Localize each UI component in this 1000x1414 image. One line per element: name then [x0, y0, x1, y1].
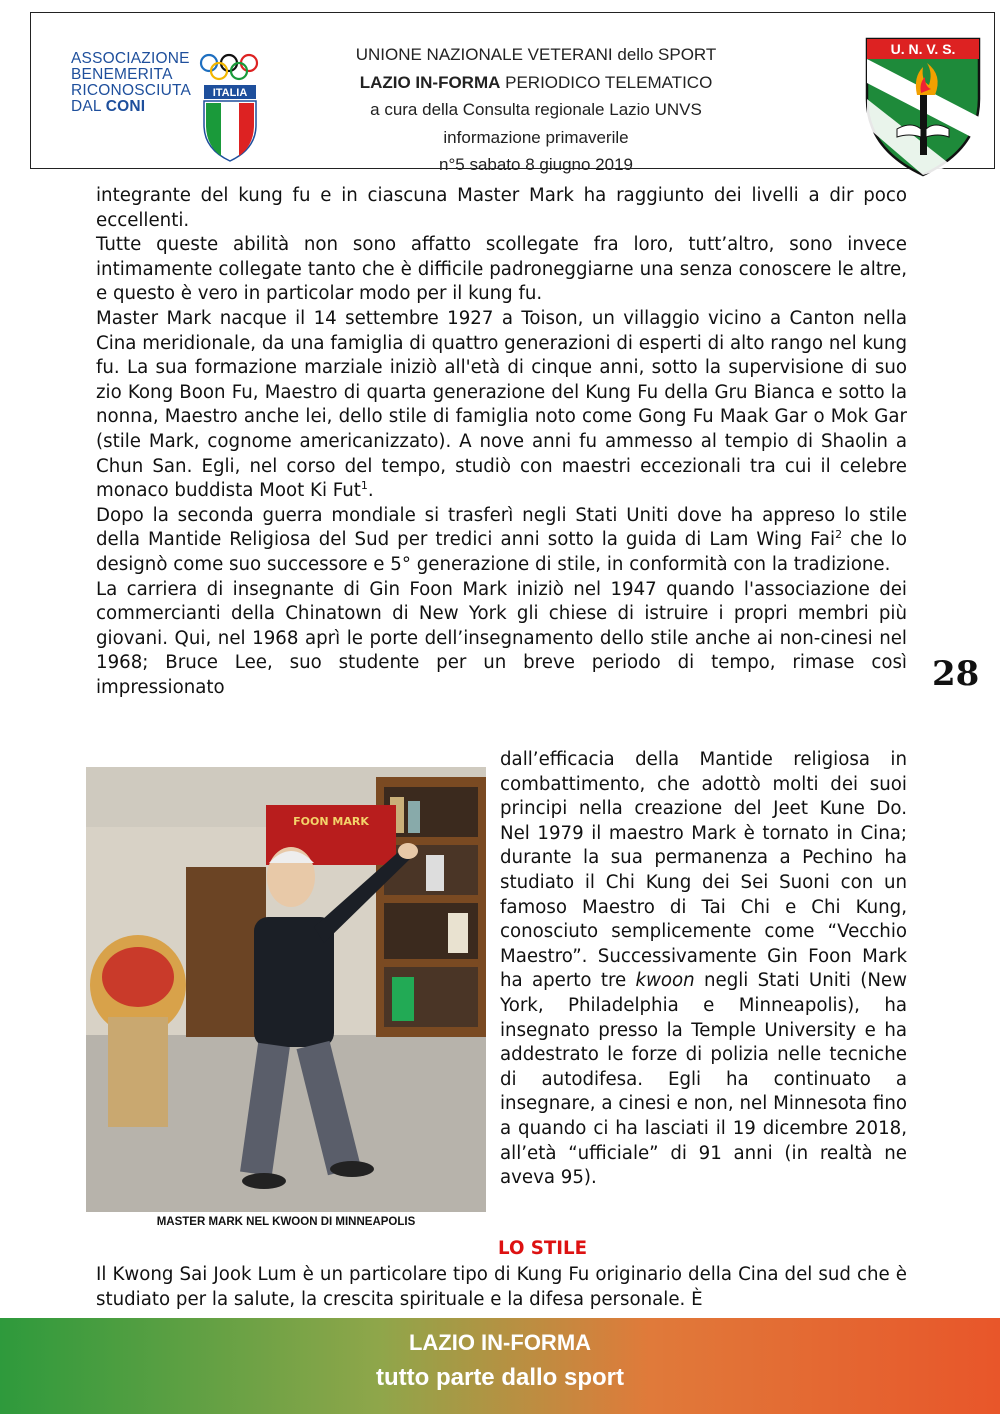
article-body-right-column: [500, 748, 907, 1191]
paragraph-2: Tutte queste abilità non sono affatto scollegate fra loro, tutt’altro, sono invece intimamente collegate tanto che è difficile padroneggiarne una senza conoscere le altre, e questo è vero in particolar modo per il kung fu.: [96, 234, 907, 305]
footer-tagline: tutto parte dallo sport: [376, 1364, 624, 1391]
photo-sign-text: FOON MARK: [293, 815, 369, 828]
page-number: 28: [932, 654, 980, 694]
unvs-label: U. N. V. S.: [890, 41, 956, 57]
olympic-rings-shield-icon: [199, 53, 261, 163]
coni-line-2: BENEMERITA: [71, 66, 173, 83]
footer-title: LAZIO IN-FORMA: [408, 1330, 592, 1355]
periodical-name: LAZIO IN-FORMA: [359, 72, 501, 92]
header-line-edition: informazione primaverile: [443, 127, 629, 147]
article-body-bottom: [96, 1263, 907, 1312]
master-mark-photo: [86, 767, 486, 1212]
kwoon-term: kwoon: [635, 970, 695, 992]
paragraph-6: Il Kwong Sai Jook Lum è un particolare tipo di Kung Fu originario della Cina del sud che è studiato per la salute, la crescita spirituale e la difesa personale. È: [96, 1264, 907, 1310]
photo-caption: MASTER MARK NEL KWOON DI MINNEAPOLIS: [156, 1216, 416, 1228]
photo-illustration: [86, 767, 486, 1212]
footnote-ref-1: 1: [360, 479, 368, 493]
header-line-issue-date: n°5 sabato 8 giugno 2019: [439, 155, 633, 174]
paragraph-4: Dopo la seconda guerra mondiale si trasferì negli Stati Uniti dove ha appreso lo stile della Mantide Religiosa del Sud per tredici anni sotto la guida di Lam Wing Fai$^2$ che lo designò come suo successore e 5° generazione di stile, in conformità con la tradizione.: [96, 504, 907, 575]
article-body: [96, 184, 907, 700]
coni-line-3: RICONOSCIUTA: [71, 82, 192, 99]
section-heading-lo-stile: LO STILE: [498, 1238, 588, 1259]
footnote-ref-2: 2: [835, 528, 843, 542]
unvs-shield-logo-icon: [863, 37, 983, 177]
header-line-organization: UNIONE NAZIONALE VETERANI dello SPORT: [355, 45, 717, 64]
page-footer: [0, 1318, 1000, 1414]
coni-line-1: ASSOCIAZIONE: [71, 50, 190, 67]
coni-line-4: DAL CONI: [71, 98, 146, 115]
page-header: [30, 12, 995, 174]
paragraph-5: La carriera di insegnante di Gin Foon Mark iniziò nel 1947 quando l'associazione dei commercianti della Chinatown di New York gli chiese di istruire i propri membri più giovani. Qui, nel 1968 aprì le porte dell’insegnamento dello stile anche ai non-cinesi nel 1968; Bruce Lee, suo studente per un breve periodo di tempo, rimase così impressionato: [96, 578, 907, 698]
header-line-periodical: LAZIO IN-FORMA PERIODICO TELEMATICO: [359, 72, 713, 92]
paragraph-5-continued: dall’efficacia della Mantide religiosa in combattimento, che adottò molti dei suoi principi nella creazione del Jeet Kune Do. Nel 1979 il maestro Mark è tornato in Cina; durante la sua permanenza a Pechino ha studiato il Chi Kung dei Sei Suoni con un famoso Maestro di Tai Chi e Chi Kung, conosciuto semplicemente come “Vecchio Maestro”. Successivamente Gin Foon Mark ha aperto tre kwoon negli Stati Uniti (New York, Philadelphia e Minneapolis), ha insegnato presso la Temple University e ha addestrato le forze di polizia nelle tecniche di autodifesa. Egli ha continuato a insegnare, a cinesi e non, nel Minnesota fino a quando ci ha lasciati il 19 dicembre 2018, all’età “ufficiale” di 91 anni (in realtà ne aveva 95).: [500, 749, 907, 1189]
header-line-editor: a cura della Consulta regionale Lazio UNVS: [370, 100, 702, 119]
paragraph-3: Master Mark nacque il 14 settembre 1927 a Toison, un villaggio vicino a Canton nella Cina meridionale, da una famiglia di quattro generazioni di esperti di alto rango nel kung fu. La sua formazione marziale iniziò all'età di cinque anni, sotto la supervisione di suo zio Kong Boon Fu, Maestro di quarta generazione del Kung Fu della Gru Bianca e sotto la nonna, Maestro anche lei, dello stile di famiglia noto come Gong Fu Maak Gar o Mok Gar (stile Mark, cognome americanizzato). A nove anni fu ammesso al tempio di Shaolin a Chun San. Egli, nel corso del tempo, studiò con maestri eccezionali tra cui il celebre monaco buddista Moot Ki Fut$^1$.: [96, 307, 907, 502]
coni-logo-text: [71, 51, 196, 115]
paragraph-1: integrante del kung fu e in ciascuna Master Mark ha raggiunto dei livelli a dir poco eccellenti.: [96, 185, 907, 231]
italia-label: ITALIA: [212, 87, 248, 99]
header-title-block: [286, 41, 786, 179]
coni-logo: [71, 51, 261, 161]
